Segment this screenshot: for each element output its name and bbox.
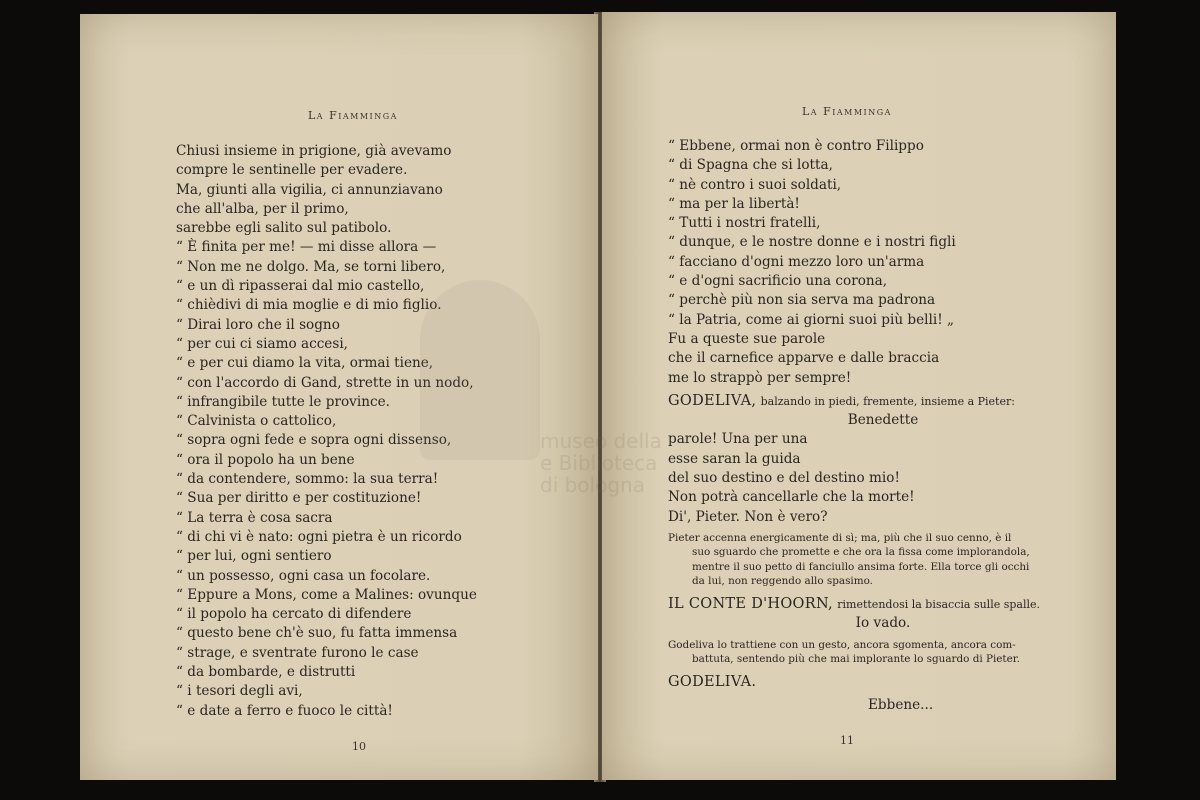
- verse-line: “ questo bene ch'è suo, fu fatta immensa: [176, 625, 458, 642]
- verse-line: esse saran la guida: [668, 450, 801, 467]
- verse-line: Chiusi insieme in prigione, già avevamo: [176, 143, 452, 159]
- verse-line: “ di Spagna che si lotta,: [668, 157, 833, 174]
- verse-line: “ Ebbene, ormai non è contro Filippo: [668, 138, 924, 154]
- verse-line: “ per cui ci siamo accesi,: [176, 335, 348, 352]
- speaker-name: GODELIVA.: [668, 673, 757, 690]
- left-page: [80, 14, 598, 780]
- verse-line: “ infrangibile tutte le province.: [176, 393, 390, 410]
- stage-direction-line: mentre il suo petto di fanciullo ansima forte. Ella torce gli occhi: [692, 560, 1030, 573]
- speaker-name: GODELIVA,: [668, 392, 757, 409]
- verse-line: “ e d'ogni sacrificio una corona,: [668, 273, 888, 290]
- verse-line: “ Calvinista o cattolico,: [176, 413, 337, 430]
- verse-line: “ il popolo ha cercato di difendere: [176, 606, 412, 623]
- verse-line: “ e date a ferro e fuoco le città!: [176, 702, 393, 719]
- verse-line: Ma, giunti alla vigilia, ci annunziavano: [176, 181, 443, 198]
- verse-line: “ Non me ne dolgo. Ma, se torni libero,: [176, 258, 446, 275]
- stage-direction-line: suo sguardo che promette e che ora la fissa come implorandola,: [692, 546, 1030, 559]
- page-number-left: 10: [352, 740, 366, 753]
- verse-line: Io vado.: [855, 615, 911, 632]
- right-page-text: [668, 137, 1098, 715]
- verse-line: “ dunque, e le nostre donne e i nostri figli: [668, 234, 956, 251]
- verse-line: Fu a queste sue parole: [668, 330, 826, 347]
- verse-line: “ da contendere, sommo: la sua terra!: [176, 471, 439, 488]
- stage-direction-line: da lui, non reggendo allo spasimo.: [692, 575, 873, 588]
- verse-line: “ Dirai loro che il sogno: [176, 316, 340, 333]
- verse-line: Ebbene...: [868, 696, 934, 713]
- right-page: [602, 12, 1116, 780]
- verse-line: “ e un dì ripasserai dal mio castello,: [176, 278, 425, 295]
- verse-line: compre le sentinelle per evadere.: [176, 162, 408, 179]
- verse-line: “ perchè più non sia serva ma padrona: [668, 292, 936, 309]
- page-number-right: 11: [840, 734, 854, 747]
- verse-line: “ un possesso, ogni casa un focolare.: [176, 567, 431, 584]
- verse-line: “ È finita per me! — mi disse allora —: [176, 239, 437, 256]
- verse-line: “ i tesori degli avi,: [176, 683, 303, 700]
- verse-line: “ con l'accordo di Gand, strette in un nodo,: [176, 374, 474, 391]
- stage-direction-line: battuta, sentendo più che mai implorante lo sguardo di Pieter.: [692, 653, 1020, 666]
- verse-line: “ e per cui diamo la vita, ormai tiene,: [176, 355, 434, 372]
- verse-line: “ sopra ogni fede e sopra ogni dissenso,: [176, 432, 452, 449]
- left-page-text: [176, 142, 576, 721]
- speaker-line-godeliva-2: [668, 673, 1098, 692]
- verse-line: “ di chi vi è nato: ogni pietra è un ricordo: [176, 528, 462, 545]
- verse-line: che il carnefice apparve e dalle braccia: [668, 350, 940, 367]
- verse-line: parole! Una per una: [668, 431, 808, 448]
- verse-line: me lo strappò per sempre!: [668, 369, 852, 386]
- stage-direction-line: Godeliva lo trattiene con un gesto, ancora sgomenta, ancora com-: [668, 638, 1016, 651]
- verse-line: “ ora il popolo ha un bene: [176, 451, 355, 468]
- stage-direction-block: [668, 531, 1098, 589]
- verse-line: del suo destino e del destino mio!: [668, 470, 900, 487]
- stage-direction-line: Pieter accenna energicamente di sì; ma, più che il suo cenno, è il: [668, 531, 1012, 544]
- speaker-line-conte: [668, 595, 1098, 614]
- verse-line: “ La terra è cosa sacra: [176, 509, 333, 526]
- verse-line: “ strage, e sventrate furono le case: [176, 644, 419, 661]
- verse-line: Benedette: [847, 412, 919, 429]
- verse-line: “ Sua per diritto e per costituzione!: [176, 490, 422, 507]
- verse-line: “ la Patria, come ai giorni suoi più belli! „: [668, 311, 955, 328]
- verse-line: “ Tutti i nostri fratelli,: [668, 215, 821, 232]
- stage-direction-block: [668, 638, 1098, 667]
- running-head-left: La Fiamminga: [308, 109, 398, 122]
- verse-line: “ per lui, ogni sentiero: [176, 548, 332, 565]
- verse-line: “ nè contro i suoi soldati,: [668, 176, 842, 193]
- verse-line: “ facciano d'ogni mezzo loro un'arma: [668, 253, 925, 270]
- verse-line: sarebbe egli salito sul patibolo.: [176, 220, 392, 237]
- speaker-name: IL CONTE D'HOORN,: [668, 595, 833, 612]
- stage-direction-inline: rimettendosi la bisaccia sulle spalle.: [837, 597, 1041, 611]
- running-head-right: La Fiamminga: [802, 105, 892, 118]
- stage-direction-inline: balzando in piedi, fremente, insieme a Pieter:: [760, 394, 1015, 408]
- verse-line: “ da bombarde, e distrutti: [176, 664, 356, 681]
- verse-line: Di', Pieter. Non è vero?: [668, 508, 828, 525]
- verse-line: “ chièdivi di mia moglie e di mio figlio.: [176, 297, 442, 314]
- verse-line: che all'alba, per il primo,: [176, 200, 349, 217]
- verse-line: Non potrà cancellarle che la morte!: [668, 489, 915, 506]
- verse-line: “ ma per la libertà!: [668, 195, 800, 212]
- speaker-line-godeliva: [668, 392, 1098, 411]
- verse-line: “ Eppure a Mons, come a Malines: ovunque: [176, 586, 477, 603]
